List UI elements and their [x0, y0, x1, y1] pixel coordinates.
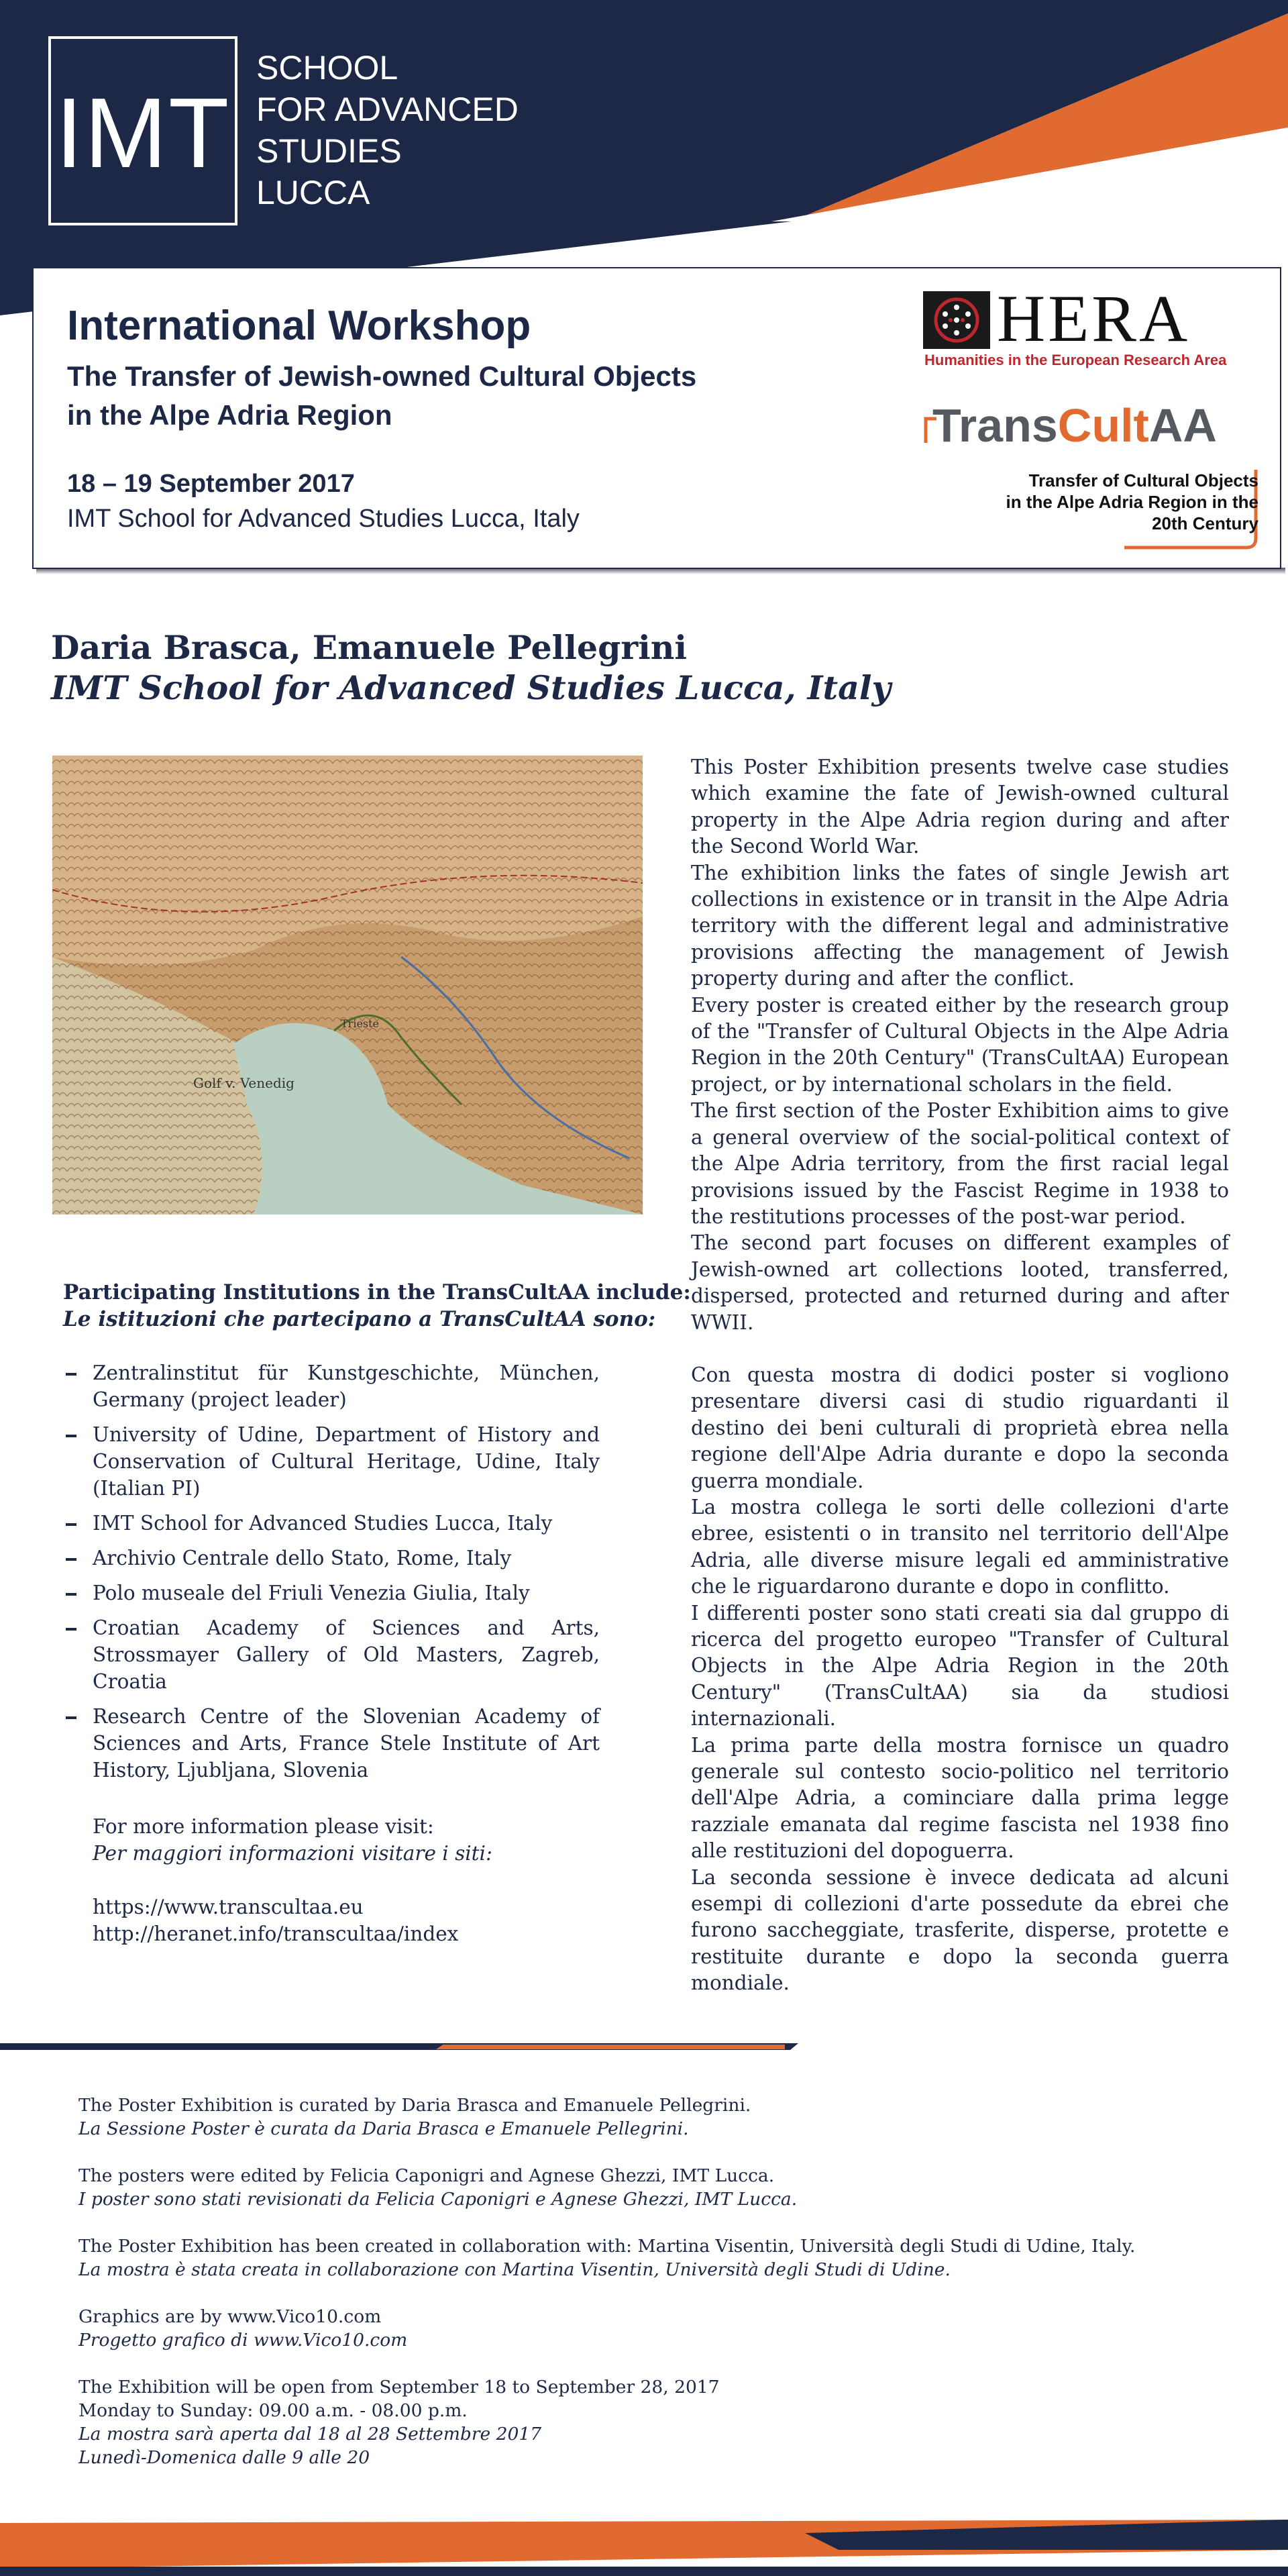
dash-bullet-icon: [66, 1435, 76, 1437]
workshop-venue: IMT School for Advanced Studies Lucca, Italy: [67, 505, 580, 533]
workshop-info-box: [32, 267, 1281, 569]
school-name: [256, 47, 519, 213]
author-affiliation: IMT School for Advanced Studies Lucca, Italy: [51, 668, 892, 707]
dash-bullet-icon: [66, 1716, 76, 1719]
list-item: University of Udine, Department of History and Conservation of Cultural Heritage, Udine, Italy (Italian PI): [63, 1421, 600, 1502]
opening-hours: Monday to Sunday: 09.00 a.m. - 08.00 p.m.: [78, 2400, 468, 2421]
dash-bullet-icon: [66, 1628, 76, 1631]
collab-credit: The Poster Exhibition has been created in collaboration with: Martina Visentin, Università degli Studi di Udine, Italy.: [78, 2236, 1136, 2257]
exhibition-description: [691, 754, 1229, 1997]
imt-logo: IMT: [48, 36, 237, 225]
transcultaa-caption: Transfer of Cultural Objects in the Alpe Adria Region in the 20th Century: [1006, 470, 1258, 533]
graphics-credit-it: Progetto grafico di www.Vico10.com: [78, 2330, 408, 2351]
hera-mark-icon: [923, 291, 990, 349]
dash-bullet-icon: [66, 1523, 76, 1526]
more-info: [93, 1813, 600, 1947]
subtitle-line: in the Alpe Adria Region: [67, 399, 392, 431]
school-line: LUCCA: [256, 174, 370, 211]
school-line: STUDIES: [256, 132, 402, 170]
list-item: Zentralinstitut für Kunstgeschichte, München, Germany (project leader): [63, 1359, 600, 1413]
hera-tagline: Humanities in the European Research Area: [924, 352, 1227, 368]
map-label: Golf v. Venedig: [193, 1075, 294, 1091]
edited-credit-it: I poster sono stati revisionati da Felicia Caponigri e Agnese Ghezzi, IMT Lucca.: [78, 2189, 798, 2210]
workshop-subtitle: [67, 357, 696, 435]
description-paragraph: The first section of the Poster Exhibition aims to give a general overview of the social-political context of the Alpe Adria territory, from the first racial legal provisions issued by the Fascist Regime in 1938 to the restitutions processes of the post-war period.: [691, 1099, 1229, 1228]
dash-bullet-icon: [66, 1558, 76, 1561]
curated-credit-it: La Sessione Poster è curata da Daria Brasca e Emanuele Pellegrini.: [78, 2118, 689, 2139]
edited-credit: The posters were edited by Felicia Caponigri and Agnese Ghezzi, IMT Lucca.: [78, 2165, 775, 2186]
description-paragraph: This Poster Exhibition presents twelve case studies which examine the fate of Jewish-owned cultural property in the Alpe Adria region during and after the Second World War.: [691, 756, 1229, 858]
authors: Daria Brasca, Emanuele Pellegrini: [51, 628, 688, 667]
more-info-label: For more information please visit:: [93, 1815, 434, 1838]
list-item: Research Centre of the Slovenian Academy of Sciences and Arts, France Stele Institute of Art History, Ljubljana, Slovenia: [63, 1703, 600, 1784]
footer-credits: [78, 2094, 1219, 2493]
description-paragraph-it: La seconda sessione è invece dedicata ad alcuni esempi di collezioni d'arte possedute da ebrei che furono saccheggiate, trasferite, disperse, protette e restituite durante e dopo la seconda guerra mondiale.: [691, 1865, 1229, 1995]
transcultaa-logo: [923, 399, 1272, 557]
hera-wordmark: HERA: [997, 281, 1191, 356]
graphics-credit: Graphics are by www.Vico10.com: [78, 2306, 382, 2327]
description-paragraph-it: I differenti poster sono stati creati sia dal gruppo di ricerca del progetto europeo "Transfer of Cultural Objects in the Alpe Adria Region in the 20th Century" (TransCultAA) sia da studiosi internazionali.: [691, 1601, 1229, 1731]
subtitle-line: The Transfer of Jewish-owned Cultural Objects: [67, 360, 697, 392]
description-paragraph-it: La mostra collega le sorti delle collezioni d'arte ebree, esistenti o in transito nel territorio dell'Alpe Adria, alle diverse misure legali ed amministrative che le riguardarono durante e dopo in conflitto.: [691, 1495, 1229, 1598]
institutions-list: [63, 1359, 600, 1784]
collab-credit-it: La mostra è stata creata in collaborazione con Martina Visentin, Università degli Studi di Udine.: [78, 2259, 951, 2280]
dash-bullet-icon: [66, 1593, 76, 1596]
list-item: Archivio Centrale dello Stato, Rome, Italy: [63, 1545, 600, 1572]
dash-bullet-icon: [66, 1373, 76, 1376]
opening-hours-it: Lunedì-Domenica dalle 9 alle 20: [78, 2447, 370, 2468]
workshop-title: International Workshop: [67, 303, 531, 349]
description-paragraph-it: Con questa mostra di dodici poster si vogliono presentare diversi casi di studio riguardanti il destino dei beni culturali di proprietà ebrea nella regione dell'Alpe Adria durante e dopo la seconda guerra mondiale.: [691, 1363, 1229, 1492]
hera-logo: [923, 281, 1248, 370]
curated-credit: The Poster Exhibition is curated by Daria Brasca and Emanuele Pellegrini.: [78, 2095, 751, 2116]
description-paragraph-it: La prima parte della mostra fornisce un quadro generale sul contesto socio-politico nel territorio dell'Alpe Adria, a cominciare dalla prima legge razziale emanata dal regime fascista nel 1938 fino alle restituzioni del dopoguerra.: [691, 1733, 1229, 1863]
institutions-heading: Participating Institutions in the TransCultAA include:: [63, 1280, 691, 1304]
participating-institutions: [63, 1279, 691, 1947]
institutions-heading-it: Le istituzioni che partecipano a TransCultAA sono:: [63, 1307, 656, 1331]
transcultaa-link[interactable]: https://www.transcultaa.eu: [93, 1896, 364, 1918]
heranet-link[interactable]: http://heranet.info/transcultaa/index: [93, 1922, 459, 1945]
description-paragraph: The second part focuses on different examples of Jewish-owned art collections looted, transferred, dispersed, protected and returned during and after WWII.: [691, 1231, 1229, 1334]
footer-band: [0, 2483, 1288, 2576]
map-label: Trieste: [341, 1017, 380, 1030]
workshop-dates: 18 – 19 September 2017: [67, 470, 355, 498]
school-line: FOR ADVANCED: [256, 91, 519, 128]
footer-divider-accent: [436, 2045, 785, 2049]
opening-dates: The Exhibition will be open from September 18 to September 28, 2017: [78, 2377, 720, 2398]
more-info-label-it: Per maggiori informazioni visitare i siti:: [93, 1842, 492, 1865]
list-item: Croatian Academy of Sciences and Arts, Strossmayer Gallery of Old Masters, Zagreb, Croatia: [63, 1614, 600, 1695]
transcultaa-wordmark: TransCultAA: [932, 399, 1217, 452]
list-item: Polo museale del Friuli Venezia Giulia, Italy: [63, 1580, 600, 1606]
description-paragraph: Every poster is created either by the research group of the "Transfer of Cultural Objects in the Alpe Adria Region in the 20th Century" (TransCultAA) European project, or by international scholars in the field.: [691, 993, 1229, 1096]
school-line: SCHOOL: [256, 49, 398, 87]
description-paragraph: The exhibition links the fates of single Jewish art collections in existence or in transit in the Alpe Adria territory with the different legal and administrative provisions affecting the management of Jewish property during and after the conflict.: [691, 861, 1229, 990]
historical-map-image: [52, 756, 643, 1215]
list-item: IMT School for Advanced Studies Lucca, Italy: [63, 1510, 600, 1537]
opening-dates-it: La mostra sarà aperta dal 18 al 28 Settembre 2017: [78, 2424, 542, 2444]
